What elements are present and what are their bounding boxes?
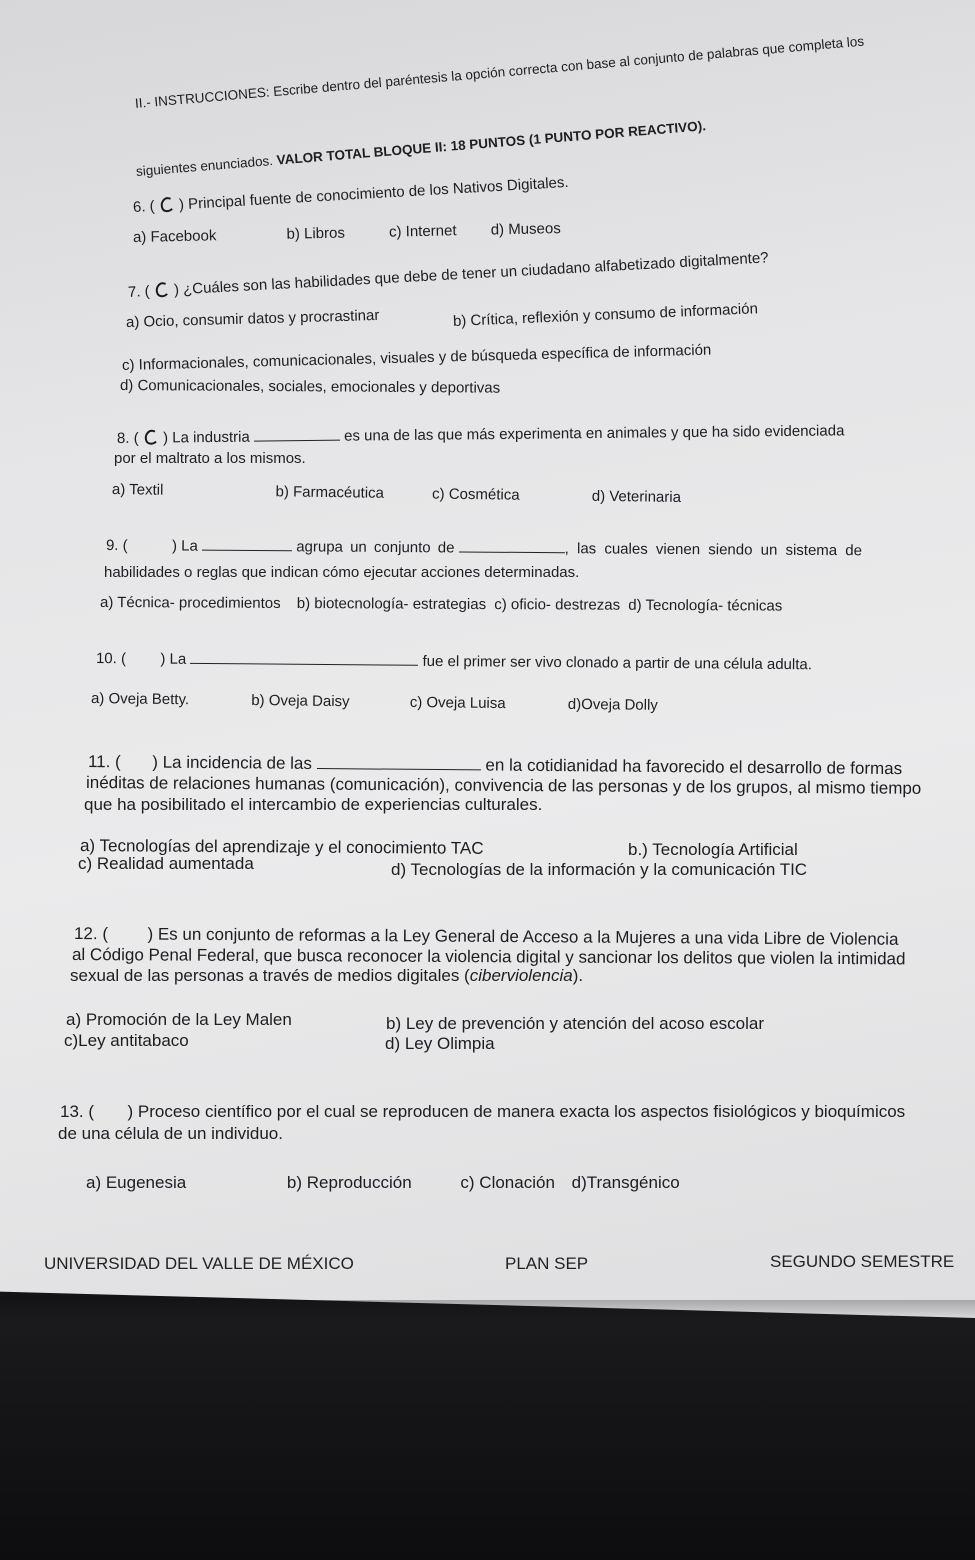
answer-mark [158,198,175,213]
option-d: d) Tecnología- técnicas [628,596,783,615]
option-b: b) Farmacéutica [275,483,385,502]
fill-in-blank-1 [202,540,292,552]
footer-right-text: SEGUNDO SEMESTRE [770,1252,955,1271]
fill-in-blank [254,430,340,442]
option-a: a) Facebook [132,227,217,246]
option-c: c) Realidad aumentada [78,854,254,873]
option-d: d) Comunicacionales, sociales, emocionales y deportivas [119,377,501,397]
question-number: 11. ( [87,752,121,772]
question-11-option-c [78,854,254,874]
option-d: d) Museos [490,220,561,239]
footer-plan [505,1254,588,1274]
option-b: b) Reproducción [286,1173,412,1192]
option-c: c) Clonación [460,1173,555,1192]
question-text-end: habilidades o reglas que indican cómo ejecutar acciones determinadas. [104,564,580,581]
question-12-line-3 [70,966,583,986]
question-text-end: de una célula de un individuo. [58,1124,283,1143]
footer-semester [770,1252,954,1272]
footer-university [44,1254,354,1274]
option-a: a) Tecnologías del aprendizaje y el conocimiento TAC [79,836,484,858]
option-d: d)Transgénico [571,1173,680,1192]
question-8-line-2 [114,450,306,467]
question-11-line-3 [84,795,542,815]
question-number: 10. ( [95,650,127,668]
option-a: a) Eugenesia [86,1173,187,1192]
question-number: 9. ( [105,537,128,555]
question-text: ) ¿Cuáles son las habilidades que debe de tener un ciudadano alfabetizado digitalmente? [173,249,769,299]
question-12-option-b [386,1014,764,1034]
sheet-shadow [0,1300,975,1320]
question-text-middle: agrupa un conjunto de [296,538,455,557]
question-number: 7. ( [127,282,151,301]
question-text-continued: inéditas de relaciones humanas (comunicación), convivencia de las personas y de los grupos, al mismo tiempo [85,773,922,798]
option-a: a) Oveja Betty. [90,690,190,709]
fill-in-blank-2 [459,541,565,553]
question-12-option-c [64,1031,189,1051]
footer-center-text: PLAN SEP [505,1254,589,1273]
instructions-prefix: siguientes enunciados. [135,153,274,179]
fill-in-blank [317,758,481,770]
option-a: a) Ocio, consumir datos y procrastinar [125,306,380,331]
question-text-start: ) La [160,650,187,668]
question-11-option-d [391,860,807,880]
instructions-text: II.- INSTRUCCIONES: Escribe dentro del paréntesis la opción correcta con base al conjunto de palabras que completa los [134,33,865,111]
fill-in-blank [190,653,418,666]
option-b: b) Crítica, reflexión y consumo de información [452,300,759,330]
question-text-start: ) La incidencia de las [152,752,313,773]
italic-term: ciberviolencia [469,966,573,985]
question-text-end: fue el primer ser vivo clonado a partir de una célula adulta. [422,652,813,674]
question-text-middle: en la cotidianidad ha favorecido el desarrollo de formas [485,755,903,779]
option-c: c) Oveja Luisa [409,693,506,713]
question-text-after: , las cuales vienen siendo un sistema de [564,540,863,560]
question-text-middle: es una de las que más experimenta en animales y que ha sido evidenciada [343,422,845,445]
question-text-continued: al Código Penal Federal, que busca reconocer la violencia digital y sancionar los delitos que violen la intimidad [71,945,906,969]
question-12-option-a [66,1010,292,1030]
option-d: d) Veterinaria [591,487,682,506]
option-c: c) Informacionales, comunicacionales, visuales y de búsqueda específica de información [121,341,712,374]
question-text-close: ). [572,966,584,985]
option-b: b) Ley de prevención y atención del acoso escolar [386,1014,765,1033]
option-b: b) biotecnología- estrategias [296,595,487,614]
option-c: c) oficio- destrezas [494,596,621,614]
question-text-end: por el maltrato a los mismos. [114,450,306,467]
question-9-line-2 [104,564,579,581]
question-12-option-d [385,1034,495,1054]
option-a: a) Textil [111,481,164,499]
question-text-start: ) Es un conjunto de reformas a la Ley General de Acceso a la Mujeres a una vida Libre de Violencia [147,924,899,949]
question-13-options [86,1173,680,1193]
option-a: a) Promoción de la Ley Malen [66,1010,292,1029]
question-number: 12. ( [73,924,109,944]
question-text-start: ) Proceso científico por el cual se reproducen de manera exacta los aspectos fisiológicos y bioquímicos [127,1102,906,1121]
question-text-end: sexual de las personas a través de medios digitales ( [70,966,470,985]
question-number: 13. ( [60,1102,95,1121]
option-c: c) Cosmética [431,485,520,504]
option-c: c) Internet [388,222,457,241]
background-surface [0,1300,975,1560]
option-d: d) Ley Olimpia [385,1034,495,1053]
option-b: b) Libros [286,224,346,243]
question-7-option-d [120,377,500,397]
option-d: d)Oveja Dolly [567,695,658,714]
question-text-start: ) La industria [162,428,250,447]
answer-mark [143,431,159,445]
option-d: d) Tecnologías de la información y la comunicación TIC [391,860,808,879]
option-b: b) Oveja Daisy [251,691,350,711]
option-a: a) Técnica- procedimientos [99,594,281,612]
question-13 [60,1102,905,1122]
footer-left-text: UNIVERSIDAD DEL VALLE DE MÉXICO [44,1254,354,1273]
answer-mark [153,283,170,298]
question-text-end: que ha posibilitado el intercambio de experiencias culturales. [84,795,543,814]
question-number: 6. ( [132,197,156,216]
question-9-options [100,594,782,615]
instructions-total-points: VALOR TOTAL BLOQUE II: 18 PUNTOS (1 PUNTO POR REACTIVO). [276,118,707,168]
option-c: c)Ley antitabaco [64,1031,189,1050]
question-13-line-2 [58,1124,283,1144]
question-text: ) Principal fuente de conocimiento de los Nativos Digitales. [178,173,570,214]
question-11-option-b [628,840,798,860]
question-text-start: ) La [171,537,198,555]
option-b: b.) Tecnología Artificial [628,840,798,859]
question-number: 8. ( [116,429,139,447]
